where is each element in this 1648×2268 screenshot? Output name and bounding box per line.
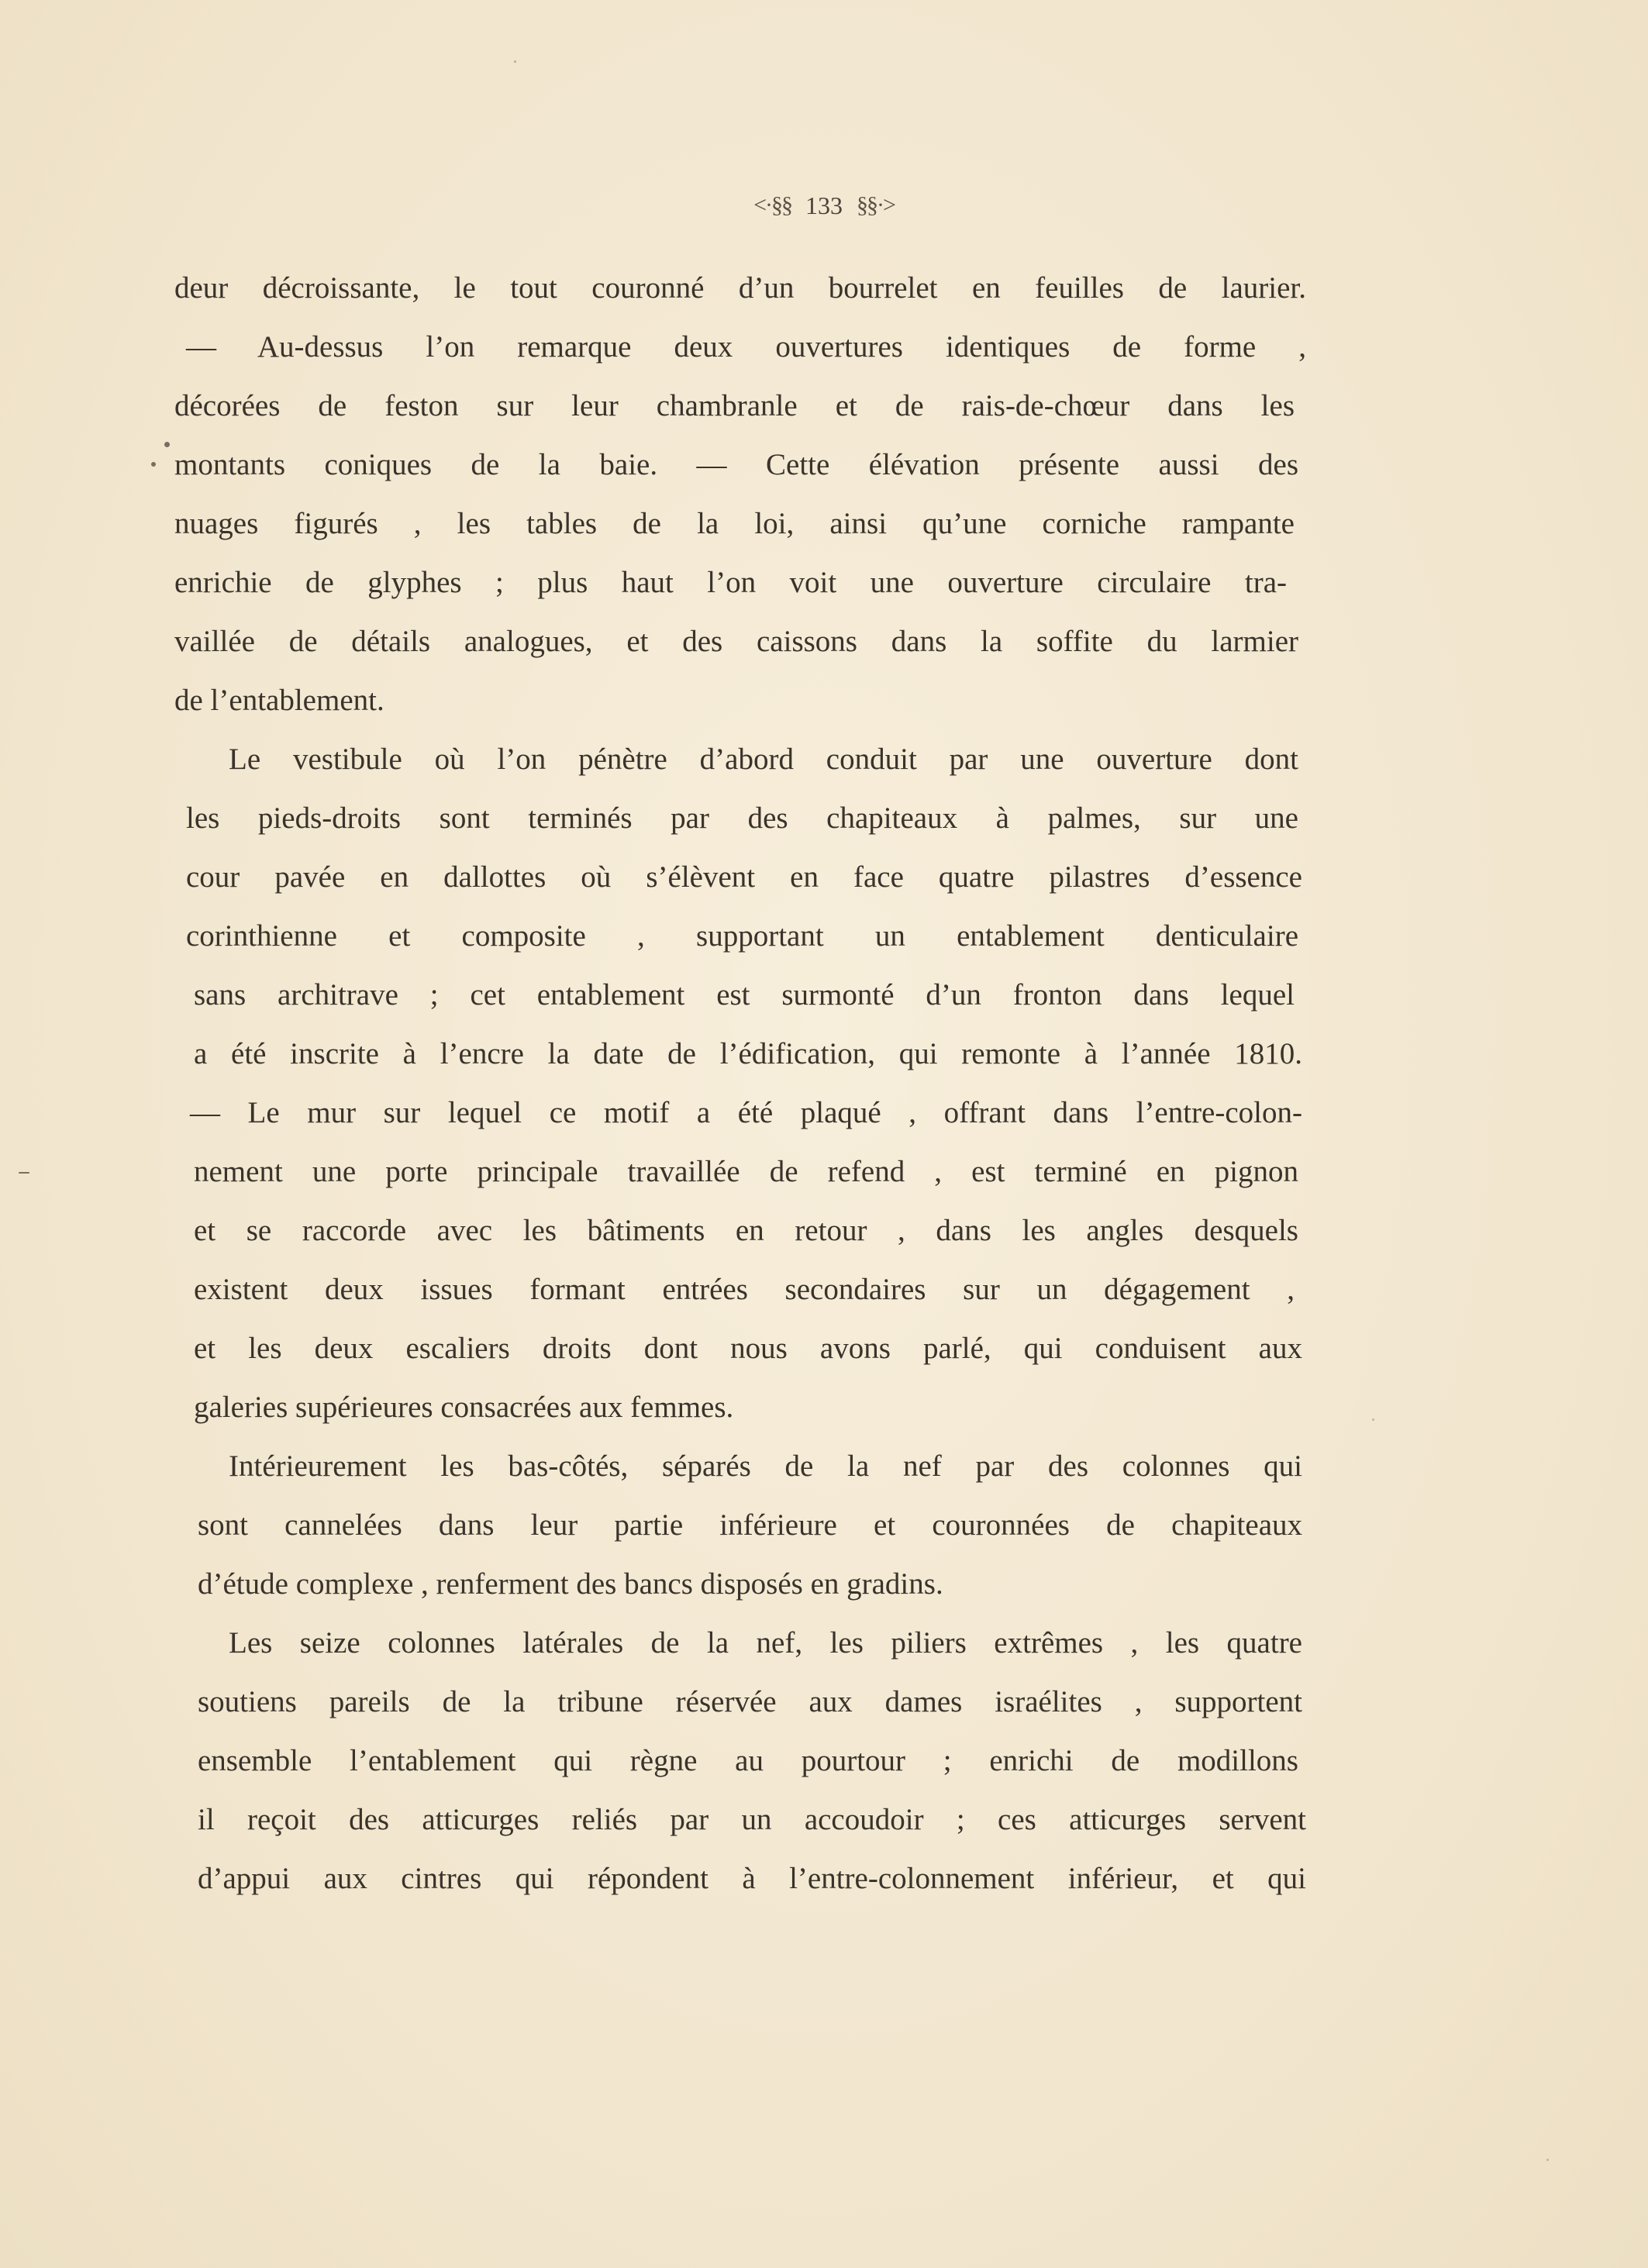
text-line: montants coniques de la baie. — Cette élévation présente aussi des — [174, 448, 1298, 481]
right-ornament: §§·> — [857, 192, 895, 218]
left-ornament: <·§§ — [753, 192, 791, 218]
text-line: enrichie de glyphes ; plus haut l’on voit une ouverture circulaire tra- — [174, 566, 1287, 599]
text-line: Les seize colonnes latérales de la nef, les piliers extrêmes , les quatre — [229, 1626, 1302, 1660]
text-line: décorées de feston sur leur chambranle et de rais-de-chœur dans les — [174, 389, 1295, 422]
text-line: d’appui aux cintres qui répondent à l’entre-colonnement inférieur, et qui — [198, 1862, 1306, 1895]
text-line: et les deux escaliers droits dont nous avons parlé, qui conduisent aux — [194, 1332, 1302, 1365]
page-number: 133 — [805, 191, 843, 219]
ink-speck — [1546, 2159, 1549, 2161]
text-line: nuages figurés , les tables de la loi, ainsi qu’une corniche rampante — [174, 507, 1295, 540]
text-line: deur décroissante, le tout couronné d’un bourrelet en feuilles de laurier. — [174, 271, 1306, 305]
text-line: a été inscrite à l’encre la date de l’édification, qui remonte à l’année 1810. — [194, 1037, 1302, 1070]
text-line: cour pavée en dallottes où s’élèvent en face quatre pilastres d’essence — [186, 860, 1302, 894]
text-line: de l’entablement. — [174, 684, 384, 717]
text-line: sans architrave ; cet entablement est surmonté d’un fronton dans lequel — [194, 978, 1295, 1012]
page-header — [0, 186, 1648, 225]
text-line: il reçoit des atticurges reliés par un accoudoir ; ces atticurges servent — [198, 1803, 1306, 1836]
text-line: vaillée de détails analogues, et des caissons dans la soffite du larmier — [174, 625, 1298, 658]
ink-speck — [164, 442, 170, 447]
text-line: Intérieurement les bas-côtés, séparés de la nef par des colonnes qui — [229, 1449, 1302, 1483]
ink-speck — [19, 1172, 29, 1174]
text-line: — Le mur sur lequel ce motif a été plaqué , offrant dans l’entre-colon- — [190, 1096, 1302, 1129]
text-line: et se raccorde avec les bâtiments en retour , dans les angles desquels — [194, 1214, 1298, 1247]
text-line: les pieds-droits sont terminés par des chapiteaux à palmes, sur une — [186, 801, 1298, 835]
ink-speck — [514, 60, 516, 63]
ink-speck — [1372, 1418, 1374, 1421]
text-line: sont cannelées dans leur partie inférieure et couronnées de chapiteaux — [198, 1508, 1302, 1542]
text-line: ensemble l’entablement qui règne au pourtour ; enrichi de modillons — [198, 1744, 1298, 1777]
text-line: Le vestibule où l’on pénètre d’abord conduit par une ouverture dont — [229, 743, 1298, 776]
text-line: existent deux issues formant entrées secondaires sur un dégagement , — [194, 1273, 1295, 1306]
ink-speck — [151, 462, 156, 467]
text-line: d’étude complexe , renferment des bancs disposés en gradins. — [198, 1567, 943, 1601]
text-line: corinthienne et composite , supportant un entablement denticulaire — [186, 919, 1298, 953]
text-line: — Au-dessus l’on remarque deux ouvertures identiques de forme , — [186, 330, 1306, 364]
text-line: nement une porte principale travaillée de refend , est terminé en pignon — [194, 1155, 1298, 1188]
text-line: soutiens pareils de la tribune réservée aux dames israélites , supportent — [198, 1685, 1302, 1718]
text-line: galeries supérieures consacrées aux femmes. — [194, 1391, 734, 1424]
